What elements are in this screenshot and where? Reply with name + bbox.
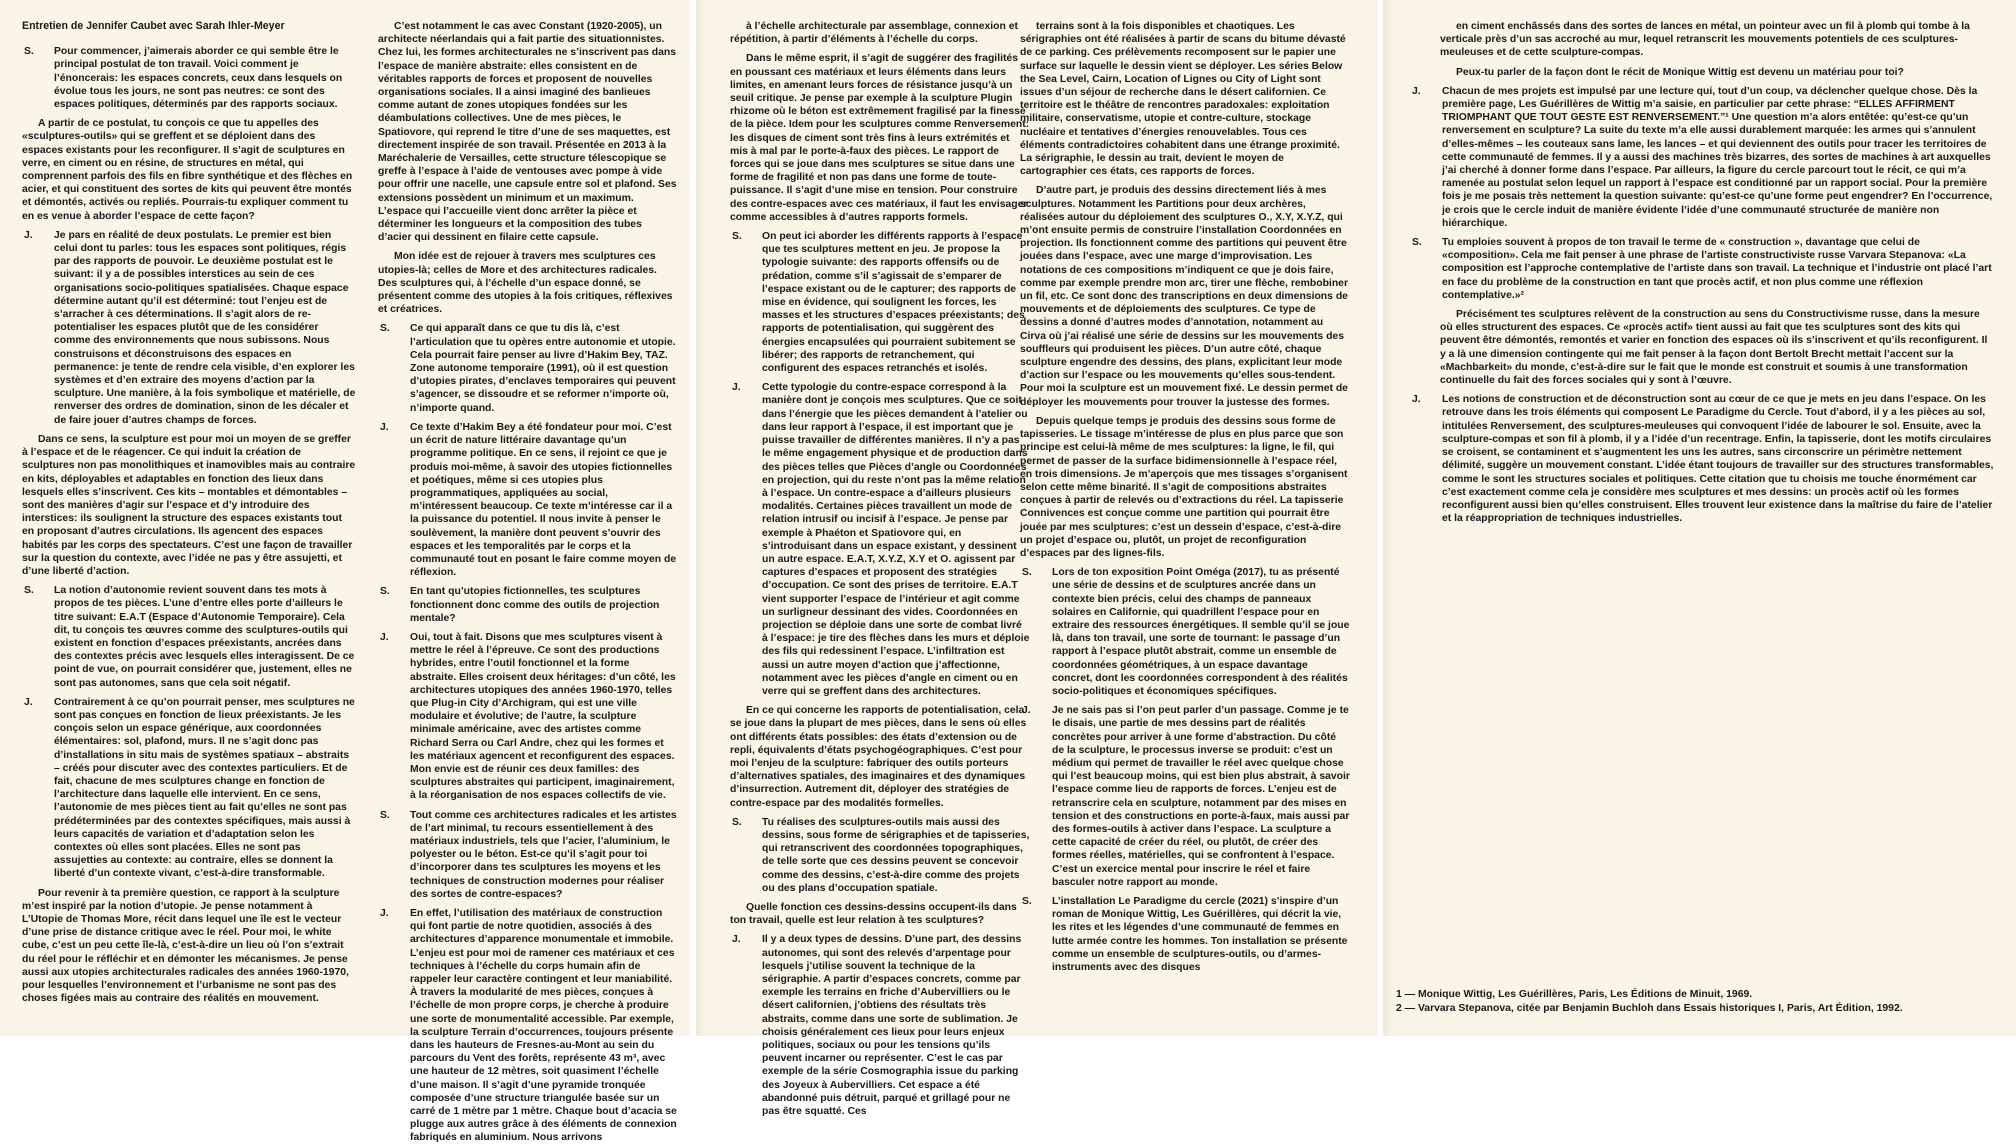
paragraph: C’est notamment le cas avec Constant (1920-2005), un architecte néerlandais qui a fait partie des situationnistes. Chez lui, les formes architecturales ne s’inscrivent pas dans l’espace de manière abstraite: elles consistent en de véritables rapports de forces et proposent de nouvelles organisations sociales. Il a ainsi imaginé des banlieues comme autant de zones utopiques fondées sur les déambulations collectives. Une de mes pièces, le Spatiovore, qui reprend le titre d’une de ses maquettes, est directement inspirée de son travail. Présentée en 2013 à la Maréchalerie de Versailles, cette structure télescopique se greffe à l’espace à l’aide de ventouses avec pompe à vide pour offrir une nacelle, une capsule entre sol et plafond. Ses extensions possèdent un minimum et un maximum. L’espace qui l’accueille vient donc arrêter la pièce et déterminer les longueurs et la composition des tubes d’acier qui dessinent en filaire cette capsule.	[378, 21, 677, 244]
speaker-initial: J.	[732, 382, 741, 394]
speaker-initial: S.	[1022, 567, 1032, 579]
text-column-3	[730, 20, 1030, 1118]
paragraph: Je ne sais pas si l’on peut parler d’un passage. Comme je te le disais, une partie de mes dessins part de réalités concrètes pour arriver à une forme d’abstraction. Du côté de la sculpture, le processus inverse se produit: c’est un médium qui permet de travailler le réel avec quelque chose qui l’est beaucoup moins, qui est bien plus abstrait, à savoir l’espace comme lieu de rapports de forces. L’enjeu est de retranscrire cela en sculpture, notamment par des mises en tension et des constructions en porte-à-faux, mais aussi par des formes-outils à activer dans l’espace. La sculpture a cette capacité de créer du réel, ou plutôt, de créer des formes réelles, matérielles, qui se confrontent à l’espace. C’est un exercice mental pour inscrire le réel et faire basculer notre rapport au monde.	[1052, 705, 1350, 888]
paragraph: Pour commencer, j’aimerais aborder ce qui semble être le principal postulat de ton travail. Voici comment je l’énoncerais: les espaces concrets, ceux dans lesquels on évolue tous les jours, ne sont pas neutres: ce sont des espaces politiques, déterminés par des rapports sociaux.	[54, 46, 343, 111]
interview-turn	[22, 45, 356, 111]
speaker-initial: J.	[380, 631, 389, 643]
speaker-initial: S.	[732, 231, 742, 243]
speaker-initial: J.	[24, 696, 33, 708]
paragraph: En effet, l’utilisation des matériaux de construction qui font partie de notre quotidien, associés à des architectures d’apparence monumentale et immobile. L’enjeu est pour moi de ramener ces matériaux et ces techniques à l’échelle du corps humain afin de rappeler leur caractère contingent et leur maniabilité. À travers la modularité de mes pièces, conçues à l’échelle de mon propre corps, je cherche à produire une sorte de monumentalité accessible. Par exemple, la sculpture Terrain d’occurrences, toujours présente dans les hauteurs de Fresnes-au-Mont au sein du parcours du Vent des forêts, représente 43 m³, avec une hauteur de 12 mètres, soit quasiment l’échelle d’une maison. Il s’agit d’une pyramide tronquée composée d’une structure triangulée basée sur un carré de 1 mètre par 1 mètre. Chaque bout d’acacia se plugge aux autres grâce à des éléments de connexion fabriqués en aluminium. Nous arrivons	[410, 908, 677, 1144]
paragraph: Tout comme ces architectures radicales et les artistes de l’art minimal, tu recours essentiellement à des matériaux industriels, tels que l’acier, l’aluminium, le polyester ou le béton. Est-ce qu’il s’agit pour toi d’incorporer dans tes sculptures les moyens et les techniques de construction modernes pour réaliser des sortes de contre-espaces?	[410, 809, 677, 900]
paragraph: terrains sont à la fois disponibles et chaotiques. Les sérigraphies ont été réalisées à partir de scans du bitume dévasté de ce parking. Ces prélèvements recomposent sur le papier une surface sur laquelle le dessin vient se déployer. Les séries Below the Sea Level, Cairn, Location of Lignes ou City of Light sont issues d’un séjour de recherche dans le désert californien. Ce territoire est le théâtre de rencontres paradoxales: exploitation militaire, conservatisme, utopie et contre-culture, stockage nucléaire et tentatives d’énergies renouvelables. Tous ces éléments contradictoires cohabitent dans une étrange proximité. La sérigraphie, le dessin au trait, devient le moyen de cartographier ces états, ces rapports de forces.	[1020, 21, 1346, 178]
speaker-initial: J.	[1412, 85, 1421, 97]
article-title: Entretien de Jennifer Caubet avec Sarah Ihler-Meyer	[22, 20, 285, 32]
interview-turn	[378, 631, 678, 803]
paragraph: Je pars en réalité de deux postulats. Le premier est bien celui dont tu parles: tous les espaces sont politiques, régis par des rapports de pouvoir. Le deuxième postulat est le suivant: il y a de possibles interstices au sein de ces organisations socio-politiques spatialisées. Chaque espace détermine autant qu’il est déterminé: tout l’enjeu est de s’arracher à ces déterminations. Il s’agit alors de re-potentialiser les espaces plutôt que de les considérer comme des environnements que nous subissons. Nous construisons et déconstruisons des espaces en permanence: je tente de rendre cela visible, d’en explorer les systèmes et d’en extraire des moyens d’action par la sculpture. Une manière, à la fois symbolique et matérielle, de renverser des ordres de domination, sinon de les décaler et de faire jouer d’autres champs de forces.	[54, 229, 356, 426]
paragraph: En tant qu’utopies fictionnelles, tes sculptures fonctionnent donc comme des outils de projection mentale?	[410, 586, 660, 624]
speaker-initial: J.	[380, 421, 389, 433]
paragraph: D’autre part, je produis des dessins directement liés à mes sculptures. Notamment les Partitions pour deux archères, réalisées autour du déploiement des sculptures O., X.Y, X.Y.Z, qui m’ont ensuite permis de construire l’installation Coordonnées en projection. Ils fonctionnent comme des partitions qui peuvent être jouées dans l’espace, avec une marge d’improvisation. Les notations de ces compositions m’indiquent ce que je dois faire, comme par exemple prendre mon arc, tirer une flèche, rembobiner un fil, etc. Ce sont donc des transcriptions en deux dimensions de mouvements et de déploiements des sculptures. Ce type de dessins a donné d’autres modes d’annotation, notamment au Cirva où j’ai réalisé une série de dessins sur les mouvements des souffleurs qui produisent les pièces. D’un autre côté, chaque sculpture engendre des dessins, des plans, explicitant leur mode d’action sur l’espace ou les mouvements qu’elles sous-tendent. Pour moi la sculpture est un mouvement fixé. Le dessin permet de déployer les mouvements pour trouver la justesse des formes.	[1020, 185, 1348, 408]
paragraph: Ce qui apparaît dans ce que tu dis là, c’est l’articulation que tu opères entre autonomie et utopie. Cela pourrait faire penser au livre d’Hakim Bey, TAZ. Zone autonome temporaire (1991), où il est question d’utopies pirates, d’enclaves temporaires qui peuvent s’agencer, se dissoudre et se reformer n’importe où, n’importe quand.	[410, 323, 676, 414]
speaker-initial: J.	[380, 908, 389, 919]
footnote: 2 — Varvara Stepanova, citée par Benjamin Buchloh dans Essais historiques I, Paris, Art Édition, 1992.	[1396, 1003, 1903, 1014]
paragraph: Cette typologie du contre-espace correspond à la manière dont je conçois mes sculptures. Que ce soit dans l’énergie que les pièces demandent à l’atelier ou dans leur rapport à l’espace, il est important que je puisse travailler de différentes manières. Il n’y a pas le même engagement physique et de production dans des pièces telles que Pièces d’angle ou Coordonnées en projection, qui du reste n’ont pas la même relation à l’espace. Un contre-espace a d’ailleurs plusieurs modalités. Certaines pièces travaillent un mode de relation intrusif ou incisif à l’espace. Je pense par exemple à Phaéton et Spatiovore qui, en s’introduisant dans un espace existant, y dessinent un autre espace. E.A.T, X.Y.Z, X.Y et O. agissent par captures d’espaces et proposent des stratégies d’occupation. Ce sont des prises de territoire. E.A.T vient supporter l’espace de l’intérieur et agit comme un surligneur dessinant des vides. Coordonnées en projection se déploie dans une sorte de combat livré à l’espace: je tire des flèches dans les murs et déploie des fils qui redessinent l’espace. L’infiltration est aussi un autre moyen d’action que j’affectionne, notamment avec les pièces d’angle en ciment ou en verre qui se greffent dans des architectures.	[762, 382, 1030, 697]
text-column-2	[378, 20, 678, 1144]
footnote: 1 — Monique Wittig, Les Guérillères, Paris, Les Éditions de Minuit, 1969.	[1396, 989, 1753, 1000]
speaker-initial: S.	[1022, 896, 1032, 907]
interview-turn	[378, 322, 678, 414]
paragraph: Il y a deux types de dessins. D’une part, des dessins autonomes, qui sont des relevés d’arpentage pour lesquels j’utilise souvent la technique de la sérigraphie. A partir d’espaces concrets, comme par exemple les terrains en friche d’Aubervilliers ou le désert californien, j’obtiens des résultats très abstraits, comme dans une sorte de sublimation. Je choisis généralement ces lieux pour leurs enjeux politiques, sociaux ou pour les tensions qu’ils peuvent incarner ou représenter. C’est le cas par exemple de la série Cosmographia issue du parking des Joyeux à Aubervilliers. Cet espace a été abandonné puis détruit, parqué et grillagé pour ne pas être squatté. Ces	[762, 934, 1022, 1118]
interview-turn	[730, 381, 1030, 698]
paragraph: On peut ici aborder les différents rapports à l’espace que tes sculptures mettent en jeu. Je propose la typologie suivante: des rapports offensifs ou de prédation, comme s’il s’agissait de s’emparer de l’espace existant ou de le capturer; des rapports de mise en évidence, qui soulignent les forces, les masses et les structures d’espaces préexistants; des rapports de potentialisation, qui suggèrent des énergies encapsulées qui pourraient subitement se libérer; des rapports de retranchement, qui configurent des espaces retranchés et isolés.	[762, 231, 1025, 375]
paragraph: Précisément tes sculptures relèvent de la construction au sens du Constructivisme russe, dans la mesure où elles structurent des espaces. Ce «procès actif» tient aussi au fait que tes sculptures sont des kits qui peuvent être démontés, remontés et varier en fonction des espaces où ils s’inscrivent et qu’ils reconfigurent. Il y a là une dimension contingente qui me fait penser à la façon dont Bertolt Brecht mettait l’accent sur la «Machbarkeit» du monde, c’est-à-dire sur le fait que le monde est construit et soumis à une transformation continuelle du fait des forces sociales qui y sont à l’œuvre.	[1440, 309, 1988, 387]
interview-turn	[378, 585, 678, 625]
interview-turn	[22, 584, 356, 690]
text-column-1	[22, 20, 356, 1020]
speaker-initial: J.	[1412, 394, 1421, 406]
text-column-5	[1410, 20, 1995, 980]
interview-turn	[22, 696, 356, 881]
paragraph: Oui, tout à fait. Disons que mes sculptures visent à mettre le réel à l’épreuve. Ce sont des productions hybrides, entre l’outil fonctionnel et la forme abstraite. Elles croisent deux héritages: d’un côté, les architectures utopiques des années 1960-1970, telles que Plug-in City d’Archigram, qui est une ville modulaire et évolutive; de l’autre, la sculpture minimale américaine, avec des artistes comme Richard Serra ou Carl Andre, chez qui les formes et les matériaux agencent et reconfigurent des espaces. Mon envie est de réunir ces deux familles: des sculptures abstraites qui participent, imaginairement, à la réorganisation de nos espaces collectifs de vie.	[410, 631, 676, 802]
paragraph: Mon idée est de rejouer à travers mes sculptures ces utopies-là; celles de More et des architectures radicales. Des sculptures qui, à l’échelle d’un espace donné, se présentent comme des utopies à la fois critiques, réflexives et créatrices.	[378, 251, 673, 316]
speaker-initial: S.	[380, 323, 390, 335]
speaker-initial: S.	[380, 809, 390, 821]
footnotes	[1396, 988, 1996, 1016]
interview-turn	[378, 907, 678, 1145]
paragraph: Chacun de mes projets est impulsé par une lecture qui, tout d’un coup, va déclencher quelque chose. Dès la première page, Les Guérillères de Wittig m’a saisie, en particulier par cette phrase: “ELLES AFFIRMENT TRIOMPHANT QUE TOUT GESTE EST RENVERSEMENT.”¹ Une question m’a alors entêtée: qu’est-ce qu’un renversement en sculpture? La suite du texte m’a elle aussi durablement marquée: les armes qui s’annulent d’elles-mêmes – les couteaux sans lame, les lances – et qui deviennent des outils pour tracer les territoires de cette communauté de femmes. Il y a aussi des machines très bizarres, des sortes de machines à art auxquelles j’ai cherché à donner forme dans l’espace. Par ailleurs, la figure du cercle parcourt tout le récit, ce qui m’a ramenée au postulat selon lequel un rapport à l’espace est conditionné par un rapport social. Pour la première fois je me posais très nettement la question suivante: qu’est-ce qu’une forme peut engendrer? En l’occurrence, je crois que le cercle induit de manière évidente l’idée d’une communauté structurée de manière non hiérarchique.	[1442, 85, 1993, 229]
speaker-initial: J.	[732, 934, 741, 946]
interview-turn	[22, 229, 356, 427]
paragraph: Depuis quelque temps je produis des dessins sous forme de tapisseries. Le tissage m’intéresse de plus en plus parce que son principe est celui-là même de mes sculptures: la ligne, le fil, qui permet de passer de la surface bidimensionnelle à l’espace réel, en trois dimensions. Je m’aperçois que mes tissages s’organisent selon cette même binarité. Il s’agit de compositions abstraites conçues à partir de relevés ou d’extractions du réel. La tapisserie Connivences est conçue comme une partition qui pourrait être jouée par mes sculptures: c’est un dessein d’espace, c’est-à-dire un projet d’espace ou, plutôt, un projet de reconfiguration d’espaces par des lignes-fils.	[1020, 415, 1348, 559]
paragraph: L’installation Le Paradigme du cercle (2021) s’inspire d’un roman de Monique Wittig, Les Guérillères, qui décrit la vie, les rites et les légendes d’une communauté de femmes en lutte armée contre les hommes. Ton installation se présente comme un ensemble de sculptures-outils, ou d’armes-instruments avec des disques	[1052, 896, 1348, 974]
speaker-initial: S.	[24, 46, 34, 58]
speaker-initial: S.	[1412, 237, 1422, 249]
paragraph: Tu emploies souvent à propos de ton travail le terme de « construction », davantage que celui de «composition». Cela me fait penser à une phrase de l’artiste constructiviste russe Varvara Stepanova: «La composition est l’approche contemplative de l’artiste dans son travail. La technique et l’industrie ont placé l’art en face du problème de la construction en tant que procès actif, et non plus comme une réflexion contemplative.»²	[1442, 237, 1992, 301]
interview-turn	[730, 933, 1030, 1118]
paragraph: Contrairement à ce qu’on pourrait penser, mes sculptures ne sont pas conçues en fonction de lieux préexistants. Je les conçois selon un espace générique, aux coordonnées élémentaires: sol, plafond, murs. Il ne s’agit donc pas d’installations in situ mais de systèmes spatiaux – abstraits – créés pour discuter avec des contextes particuliers. Et de fait, chacune de mes sculptures change en fonction de l’architecture dans laquelle elle intervient. En ce sens, l’autonomie de mes pièces tient au fait qu’elles ne sont pas prédéterminées par des contextes spécifiques, mais aussi à leurs capacités de variation et d’adaptation selon les contextes où elles sont placées. Elles ne sont pas assujetties au contexte: au contraire, elles se donnent la liberté d’un contexte vivant, c’est-à-dire transformable.	[54, 696, 355, 880]
interview-turn	[1020, 895, 1350, 974]
paragraph: Quelle fonction ces dessins-dessins occupent-ils dans ton travail, quelle est leur relation à tes sculptures?	[730, 902, 1017, 927]
interview-turn	[1410, 85, 1995, 230]
interview-turn	[1020, 704, 1350, 889]
paragraph: Dans ce sens, la sculpture est pour moi un moyen de se greffer à l’espace et de le réagencer. Ce qui induit la création de sculptures non pas monolithiques et inamovibles mais au contraire en kits, déployables et adaptables en fonction des lieux dans lesquels elles s’inscrivent. Ces kits – montables et démontables – sont des manières d’agir sur l’espace et d’y introduire des interstices: ils soulignent la structure des espaces existants tout en proposant d’autres circulations. Ils agencent des espaces habités par les corps des spectateurs. C’est une façon de travailler sur la question du contexte, avec l’idée ne pas y être assujetti, et d’une liberté d’action.	[22, 433, 356, 577]
paragraph: Pour revenir à ta première question, ce rapport à la sculpture m’est inspiré par la notion d’utopie. Je pense notamment à L’Utopie de Thomas More, récit dans lequel une île est le vecteur d’une prise de distance critique avec le réel. Pour moi, le white cube, c’est un peu cette île-là, c’est-à-dire un lieu où l’on s’extrait du réel pour le réfléchir et en démonter les mécanismes. Je pense aussi aux utopies architecturales radicales des années 1960-1970, pour lesquelles l’environnement et l’urbanisme ne sont pas des choses figées mais au contraire des réalités en mouvement.	[22, 887, 349, 1005]
speaker-initial: S.	[380, 586, 390, 598]
interview-turn	[1410, 393, 1995, 525]
interview-turn	[730, 230, 1030, 375]
speaker-initial: J.	[1022, 705, 1031, 717]
interview-turn	[730, 816, 1030, 895]
interview-turn	[1020, 566, 1350, 698]
paragraph: Les notions de construction et de déconstruction sont au cœur de ce que je mets en jeu dans l’espace. On les retrouve dans les trois éléments qui composent Le Paradigme du Cercle. Tout d’abord, il y a les pièces au sol, intitulées Renversement, des sculptures-meuleuses qui convoquent l’idée de labourer le sol. Ensuite, avec la sculpture-compas et son fil à plomb, il y a l’idée d’un recentrage. Enfin, la tapisserie, dont les motifs circulaires se croisent, se contaminent et s’augmentent les uns les autres, sans circonscrire un périmètre nettement délimité, suggère un mouvement constant. L’idée étant toujours de travailler sur des structures transformables, comme le sont les structures sociales et politiques. Cette citation que tu choisis me touche énormément car c’est exactement comme cela je considère mes sculptures et mes dessins: un procès actif où les formes reconfigurent aussi bien qu’elles construisent. Elles trouvent leur existence dans la maîtrise du faire de l’atelier et la réappropriation de techniques industrielles.	[1442, 394, 1994, 525]
paragraph: Peux-tu parler de la façon dont le récit de Monique Wittig est devenu un matériau pour toi?	[1456, 66, 1904, 78]
paragraph: à l’échelle architecturale par assemblage, connexion et répétition, à partir d’éléments à l’échelle du corps.	[730, 21, 1019, 46]
speaker-initial: S.	[732, 816, 742, 828]
paragraph: Lors de ton exposition Point Oméga (2017), tu as présenté une série de dessins et de sculptures ancrée dans un contexte bien précis, celui des champs de panneaux solaires en Californie, qui quadrillent l’espace pour en extraire des ressources énergétiques. Il semble qu’il se joue là, dans ton travail, une sorte de tournant: le passage d’un rapport à l’espace plutôt abstrait, comme un ensemble de coordonnées géométriques, à un espace davantage concret, dont les coordonnées correspondent à des réalités socio-politiques et économiques spécifiques.	[1052, 567, 1350, 697]
paragraph: Tu réalises des sculptures-outils mais aussi des dessins, sous forme de sérigraphies et de tapisseries, qui retranscrivent des coordonnées topographiques, de telle sorte que ces dessins peuvent se concevoir comme des dessins, c’est-à-dire comme des projets ou des plans d’occupation spatiale.	[762, 816, 1030, 894]
paragraph: En ce qui concerne les rapports de potentialisation, cela se joue dans la plupart de mes pièces, dans le sens où elles ont différents états possibles: des états d’extension ou de repli, équivalents d’états psychogéographiques. C’est pour moi l’enjeu de la sculpture: fabriquer des outils porteurs d’alternatives spatiales, des imaginaires et des dynamiques d’insurrection. Autrement dit, déployer des stratégies de contre-espace par des modalités formelles.	[730, 705, 1027, 809]
paragraph: Dans le même esprit, il s’agit de suggérer des fragilités en poussant ces matériaux et leurs éléments dans leurs limites, en amenant leurs forces de résistance jusqu’à un seuil critique. Je pense par exemple à la sculpture Plugin rhizome où le béton est extrêmement fragilisé par la finesse de la pièce. Idem pour les sculptures comme Renversement: les disques de ciment sont très fins à leurs extrémités et mis à mal par le porte-à-faux des pièces. Le rapport de forces qui se joue dans mes sculptures se situe dans une forme de fragilité et non pas dans une forme de toute-puissance. Il s’agit d’une mise en tension. Pour construire des contre-espaces avec ces matériaux, il faut les envisager comme accessibles à d’autres rapports formels.	[730, 53, 1030, 223]
paragraph: A partir de ce postulat, tu conçois ce que tu appelles des «sculptures-outils» qui se greffent et se déploient dans des espaces existants pour les reconfigurer. Il s’agit de sculptures en verre, en ciment ou en résine, de structures en métal, qui comprennent parfois des fils en fibre synthétique et des flèches en acier, et qui constituent des sortes de kits qui peuvent être montés et démontés, activés ou repliés. Pourrais-tu expliquer comment tu en es venue à aborder l’espace de cette façon?	[22, 118, 353, 222]
paragraph: Ce texte d’Hakim Bey a été fondateur pour moi. C’est un écrit de nature littéraire davantage qu’un programme politique. En ce sens, il rejoint ce que je produis moi-même, à savoir des utopies fictionnelles et poétiques, même si ces utopies plus programmatiques, appliquées au social, m’intéressent beaucoup. Ce texte m’intéresse car il a la puissance du potentiel. Il nous invite à penser le soulèvement, la manière dont peuvent s’ouvrir des espaces et les temporalités par le corps et la communauté tout en posant le faire comme moyen de réflexion.	[410, 421, 677, 579]
text-column-4	[1020, 20, 1350, 1020]
paragraph: en ciment enchâssés dans des sortes de lances en métal, un pointeur avec un fil à plomb qui tombe à la verticale près d’un sas accroché au mur, lequel retranscrit les mouvements potentiels de ces sculptures-meuleuses et de cette sculpture-compas.	[1440, 21, 1970, 59]
speaker-initial: S.	[24, 585, 34, 597]
interview-turn	[378, 809, 678, 901]
paragraph: La notion d’autonomie revient souvent dans tes mots à propos de tes pièces. L’une d’entre elles porte d’ailleurs le titre suivant: E.A.T (Espace d’Autonomie Temporaire). Cela dit, tu conçois tes œuvres comme des sculptures-outils qui existent en fonction d’espaces préexistants, ancrées dans des contextes précis avec lesquels elles interagissent. De ce point de vue, on pourrait considérer que, justement, elles ne sont pas autonomes, sans que cela soit négatif.	[54, 585, 355, 689]
speaker-initial: J.	[24, 229, 33, 241]
interview-turn	[1410, 236, 1995, 302]
interview-turn	[378, 421, 678, 579]
